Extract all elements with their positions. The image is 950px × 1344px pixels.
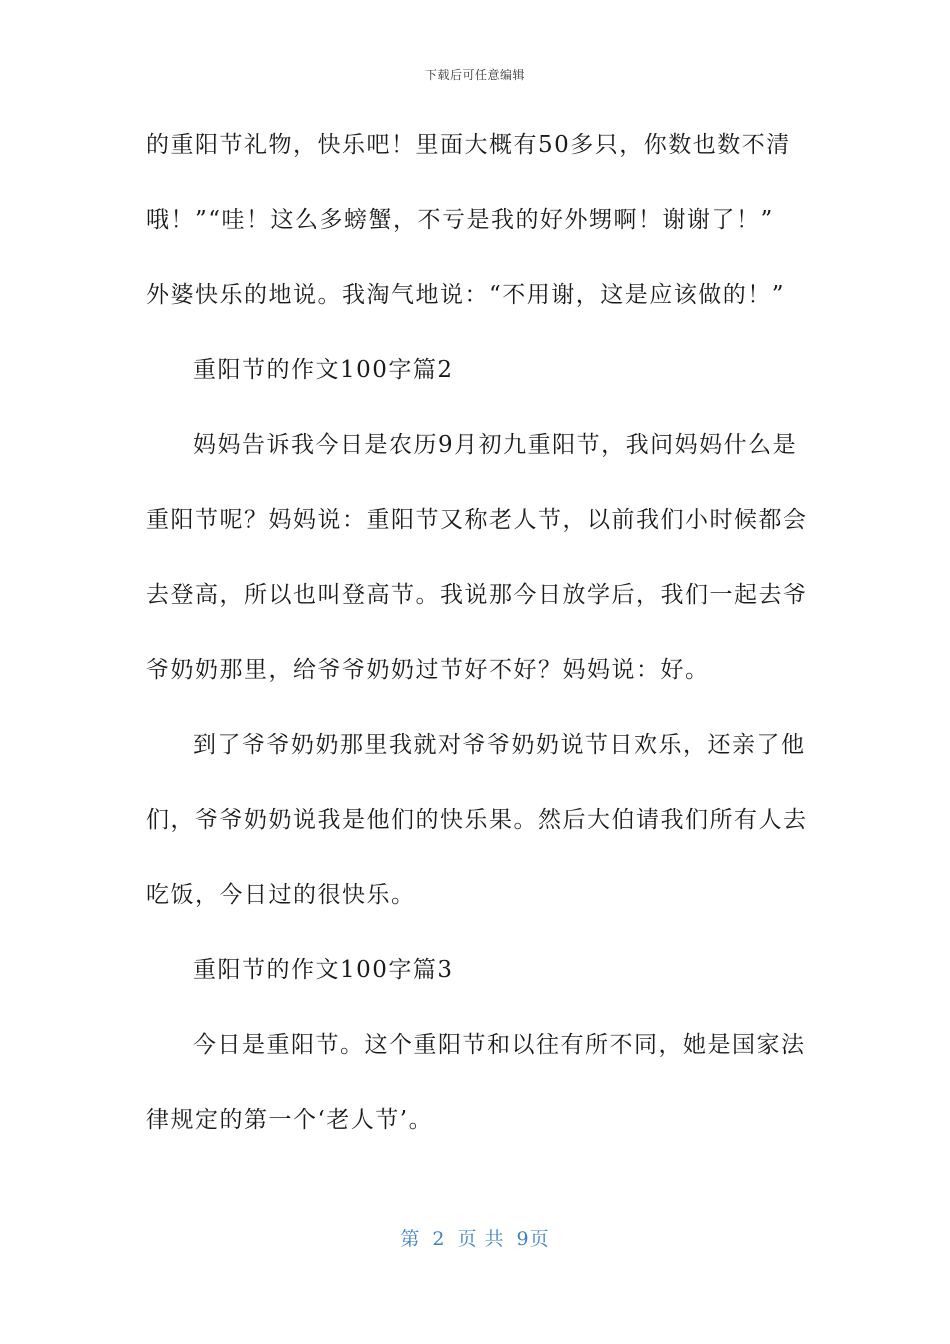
body-line: 今日是重阳节。这个重阳节和以往有所不同，她是国家法 [193,1032,806,1058]
document-body [146,118,808,1168]
section-heading: 重阳节的作文100字篇3 [193,957,454,983]
body-line: 去登高，所以也叫登高节。我说那今日放学后，我们一起去爷 [146,582,808,608]
body-line: 哦！”“哇！这么多螃蟹，不亏是我的好外甥啊！谢谢了！” [146,207,774,233]
body-line: 重阳节呢？妈妈说：重阳节又称老人节，以前我们小时候都会 [146,507,808,533]
body-line: 的重阳节礼物，快乐吧！里面大概有50多只，你数也数不清 [146,132,791,158]
footer-prefix: 第 [400,1228,421,1250]
body-line: 们，爷爷奶奶说我是他们的快乐果。然后大伯请我们所有人去 [146,807,808,833]
body-line: 吃饭，今日过的很快乐。 [146,882,416,908]
section-heading: 重阳节的作文100字篇2 [193,357,454,383]
body-line: 外婆快乐的地说。我淘气地说：“不用谢，这是应该做的！” [146,282,786,308]
body-line: 妈妈告诉我今日是农历9月初九重阳节，我问妈妈什么是 [193,432,798,458]
body-line: 爷奶奶那里，给爷爷奶奶过节好不好？妈妈说：好。 [146,657,710,683]
header-note: 下载后可任意编辑 [424,68,525,82]
body-line: 到了爷爷奶奶那里我就对爷爷奶奶说节日欢乐，还亲了他 [193,732,806,758]
footer-middle: 页 共 [457,1228,505,1250]
footer-current-page: 2 [432,1228,446,1250]
body-line: 律规定的第一个‘老人节’。 [146,1107,434,1133]
footer-total-pages: 9页 [516,1228,550,1250]
page-number-footer [0,1224,950,1251]
